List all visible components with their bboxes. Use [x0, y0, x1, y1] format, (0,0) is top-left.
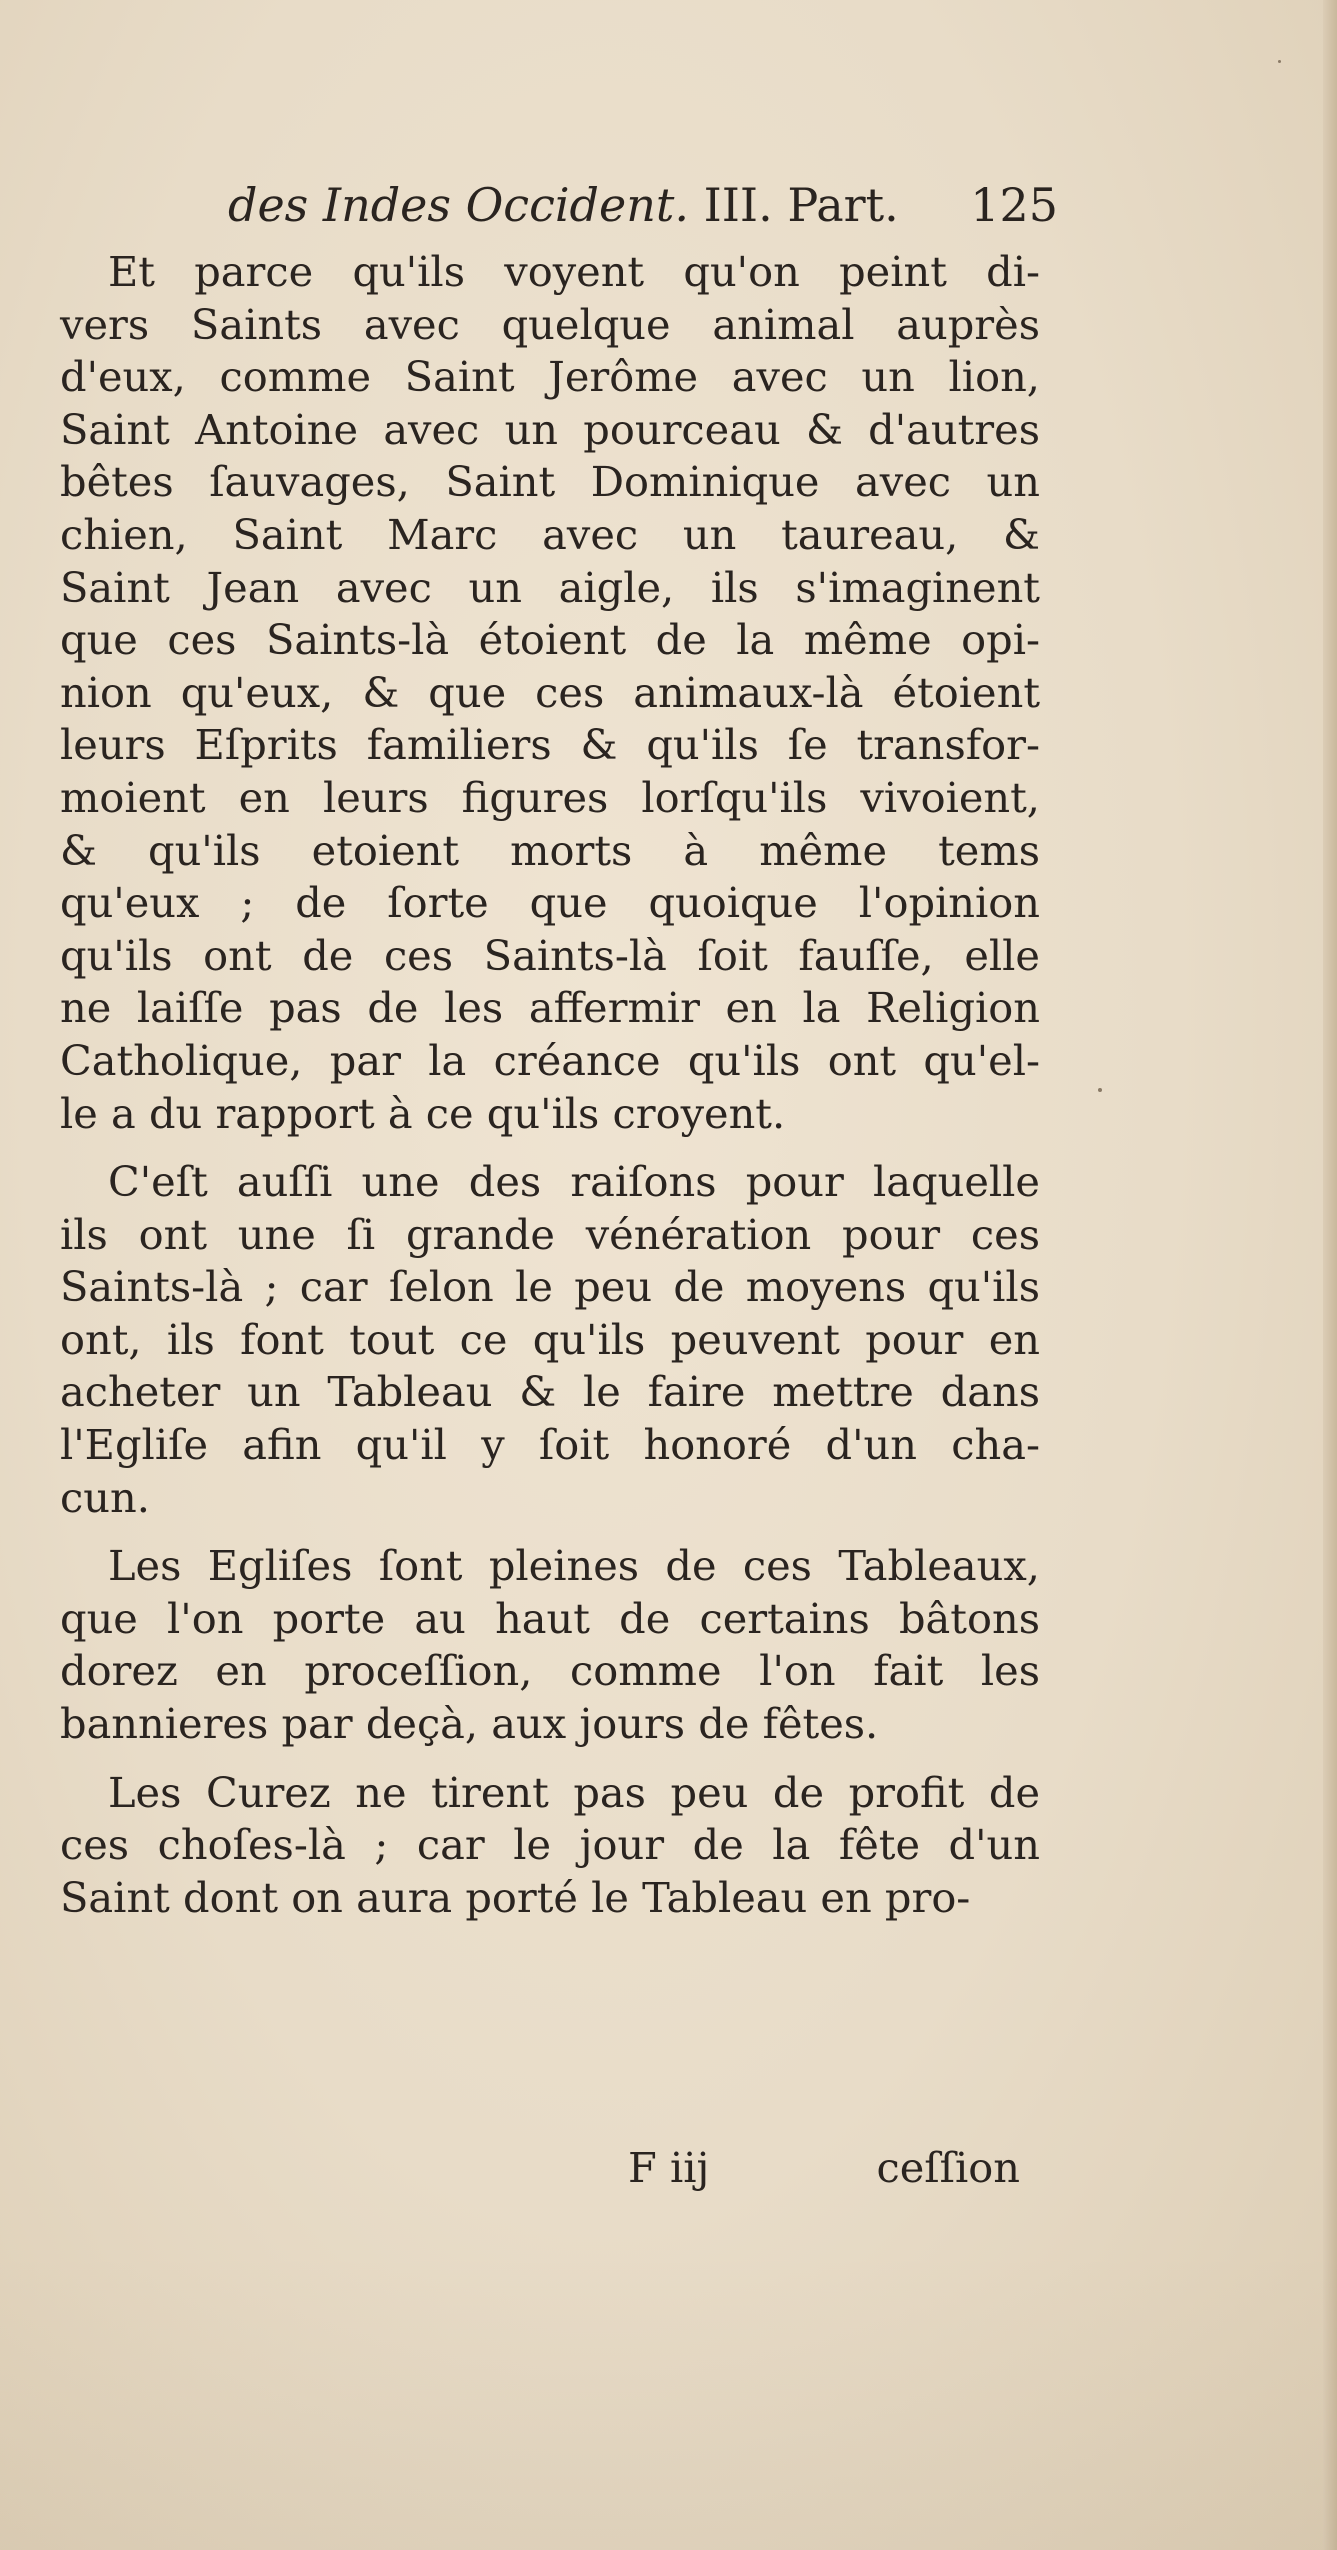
text-line: que l'on porte au haut de certains bâtons [60, 1593, 1040, 1643]
text-line: qu'eux ; de ſorte que quoique l'opinion [60, 878, 1040, 928]
text-line: Saint Jean avec un aigle, ils s'imaginent [60, 562, 1040, 612]
paragraph [60, 246, 1040, 1140]
text-line: & qu'ils etoient morts à même tems [60, 825, 1040, 875]
paragraph [60, 1540, 1040, 1750]
text-line: Saints-là ; car ſelon le peu de moyens qu'ils [60, 1262, 1040, 1312]
text-line: chien, Saint Marc avec un taureau, & [60, 509, 1040, 559]
text-line: bannieres par deçà, aux jours de fêtes. [60, 1699, 879, 1749]
text-line: vers Saints avec quelque animal auprès [60, 299, 1040, 349]
paper-speck [1278, 60, 1281, 63]
text-line: Les Curez ne tirent pas peu de profit de [108, 1767, 1040, 1817]
text-line: dorez en proceſſion, comme l'on fait les [60, 1646, 1040, 1696]
running-title [228, 170, 899, 240]
text-line: que ces Saints-là étoient de la même opi- [60, 615, 1040, 665]
text-line: le a du rapport à ce qu'ils croyent. [60, 1088, 786, 1138]
text-line: ont, ils font tout ce qu'ils peuvent pour en [60, 1314, 1040, 1364]
text-line: l'Egliſe afin qu'il y ſoit honoré d'un cha- [60, 1420, 1040, 1470]
body-text [60, 246, 1040, 1924]
text-line: Saint dont on aura porté le Tableau en pro- [60, 1872, 971, 1922]
text-line: ne laiſſe pas de les affermir en la Religion [60, 983, 1040, 1033]
bottom-margin [0, 2250, 1337, 2550]
paragraph-gap [60, 1140, 1040, 1156]
text-line: ces choſes-là ; car le jour de la fête d'un [60, 1820, 1040, 1870]
text-line: Et parce qu'ils voyent qu'on peint di- [108, 247, 1040, 296]
text-line: ils ont une ſi grande vénération pour ces [60, 1209, 1040, 1259]
paragraph-gap [60, 1751, 1040, 1767]
text-line: moient en leurs figures lorſqu'ils vivoient, [60, 772, 1040, 822]
text-line: Catholique, par la créance qu'ils ont qu'el- [60, 1035, 1040, 1085]
running-title-text: des Indes Occident. [228, 178, 689, 232]
paragraph [60, 1767, 1040, 1925]
page-footer [600, 2138, 1020, 2198]
running-header [228, 170, 1058, 240]
text-line: d'eux, comme Saint Jerôme avec un lion, [60, 352, 1040, 402]
text-line: Saint Antoine avec un pourceau & d'autres [60, 404, 1040, 454]
page-number: 125 [970, 178, 1058, 232]
text-line: C'eſt auſſi une des raiſons pour laquelle [108, 1157, 1040, 1207]
text-line: Les Egliſes ſont pleines de ces Tableaux, [108, 1541, 1040, 1591]
text-line: leurs Eſprits familiers & qu'ils ſe transfor- [60, 720, 1040, 770]
text-line: bêtes ſauvages, Saint Dominique avec un [60, 457, 1040, 507]
text-line: acheter un Tableau & le faire mettre dans [60, 1367, 1040, 1417]
paper-speck [1098, 1088, 1102, 1092]
text-line: cun. [60, 1472, 150, 1522]
catchword: ceſſion [876, 2143, 1020, 2192]
paragraph [60, 1156, 1040, 1524]
paragraph-gap [60, 1524, 1040, 1540]
page-edge [1323, 0, 1337, 2550]
part-label: III. Part. [703, 178, 899, 232]
text-line: nion qu'eux, & que ces animaux-là étoient [60, 667, 1040, 717]
signature-mark: F iij [628, 2143, 710, 2192]
text-line: qu'ils ont de ces Saints-là ſoit fauſſe, elle [60, 930, 1040, 980]
